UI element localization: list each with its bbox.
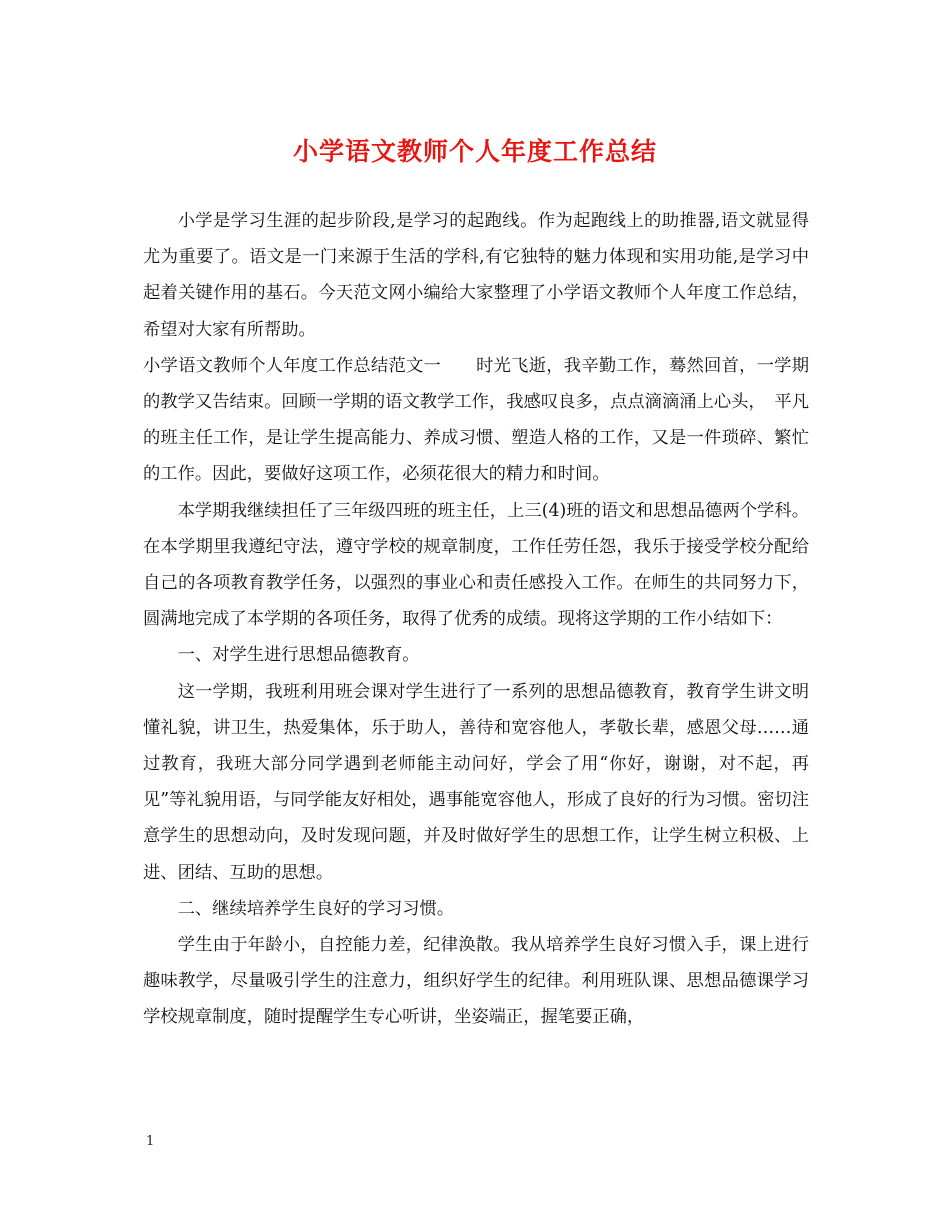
moral-education-paragraph: 这一学期，我班利用班会课对学生进行了一系列的思想品德教育，教育学生讲文明懂礼貌，讲卫生，热爱集体，乐于助人，善待和宽容他人，孝敬长辈，感恩父母……通过教育，我班大部分同学遇到老师能主动问好，学会了用“你好，谢谢，对不起，再见”等礼貌用语，与同学能友好相处，遇事能宽容他人，形成了良好的行为习惯。密切注意学生的思想动向，及时发现问题，并及时做好学生的思想工作，让学生树立积极、上进、团结、互助的思想。 <box>143 681 809 883</box>
page-number: 1 <box>146 1134 155 1149</box>
heading-study-habits: 二、继续培养学生良好的学习习惯。 <box>177 898 455 919</box>
document-title: 小学语文教师个人年度工作总结 <box>292 137 657 166</box>
semester-duties-paragraph: 本学期我继续担任了三年级四班的班主任，上三(4)班的语文和思想品德两个学科。在本学期里我遵纪守法，遵守学校的规章制度，工作任劳任怨，我乐于接受学校分配给自己的各项教育教学任务，以强烈的事业心和责任感投入工作。在师生的共同努力下，圆满地完成了本学期的各项任务，取得了优秀的成绩。现将这学期的工作小结如下： <box>143 500 809 630</box>
section-one-intro-paragraph: 小学语文教师个人年度工作总结范文一 时光飞逝，我辛勤工作，蓦然回首，一学期的教学又告结束。回顾一学期的语文教学工作，我感叹良多，点点滴滴涌上心头， 平凡的班主任工作，是让学生提高能力、养成习惯、塑造人格的工作，又是一件琐碎、繁忙的工作。因此，要做好这项工作，必须花很大的精力和时间。 <box>143 355 809 485</box>
heading-moral-education: 一、对学生进行思想品德教育。 <box>177 645 420 666</box>
document-body <box>143 203 809 1036</box>
study-habits-paragraph: 学生由于年龄小，自控能力差，纪律涣散。我从培养学生良好习惯入手，课上进行趣味教学，尽量吸引学生的注意力，组织好学生的纪律。利用班队课、思想品德课学习学校规章制度，随时提醒学生专心听讲，坐姿端正，握笔要正确， <box>143 935 809 1028</box>
intro-paragraph: 小学是学习生涯的起步阶段,是学习的起跑线。作为起跑线上的助推器,语文就显得尤为重要了。语文是一门来源于生活的学科,有它独特的魅力体现和实用功能,是学习中起着关键作用的基石。今天范文网小编给大家整理了小学语文教师个人年度工作总结，希望对大家有所帮助。 <box>143 211 809 340</box>
